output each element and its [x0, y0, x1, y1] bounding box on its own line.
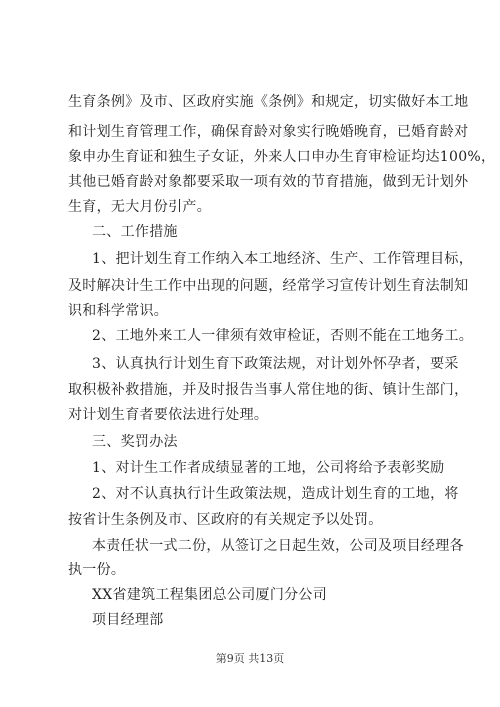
body-text-line: 取积极补救措施，并及时报告当事人常住地的街、镇计生部门，: [68, 382, 469, 398]
body-text-line: 2、对不认真执行计生政策法规，造成计划生育的工地，将: [92, 486, 459, 502]
body-text-line: 生育条例》及市、区政府实施《条例》和规定，切实做好本工地: [68, 94, 469, 110]
body-text-line: 其他已婚育龄对象都要采取一项有效的节育措施，做到无计划外: [68, 174, 469, 190]
body-text-line: 2、工地外来工人一律须有效审检证，否则不能在工地务工。: [92, 328, 474, 344]
body-text-line: 执一份。: [68, 562, 126, 578]
body-text-line: 生育，无大月份引产。: [68, 199, 211, 215]
body-text-line: 对计划生育者要依法进行处理。: [68, 407, 269, 423]
body-text-line: 按省计生条例及市、区政府的有关规定予以处罚。: [68, 512, 383, 528]
body-text-line: 和计划生育管理工作，确保育龄对象实行晚婚晚育，已婚育龄对: [68, 124, 469, 140]
section-heading: 三、奖罚办法: [92, 434, 178, 450]
page-footer: 第9页 共13页: [215, 652, 285, 665]
signature-department: 项目经理部: [92, 612, 164, 628]
body-text-line: 本责任状一式二份，从签订之日起生效，公司及项目经理各: [92, 538, 464, 554]
body-text-line: 1、把计划生育工作纳入本工地经济、生产、工作管理目标，: [92, 251, 474, 267]
body-text-line: 象申办生育证和独生子女证，外来人口申办生育审检证均达100%，: [68, 149, 496, 165]
body-text-line: 1、对计生工作者成绩显著的工地，公司将给予表彰奖励: [92, 460, 445, 476]
section-heading: 二、工作措施: [92, 224, 178, 240]
body-text-line: 及时解决计生工作中出现的问题，经常学习宣传计划生育法制知: [68, 278, 469, 294]
body-text-line: 3、认真执行计划生育下政策法规，对计划外怀孕者，要采: [92, 356, 459, 372]
body-text-line: 识和科学常识。: [68, 303, 169, 319]
signature-company: XX省建筑工程集团总公司厦门分公司: [92, 587, 328, 603]
